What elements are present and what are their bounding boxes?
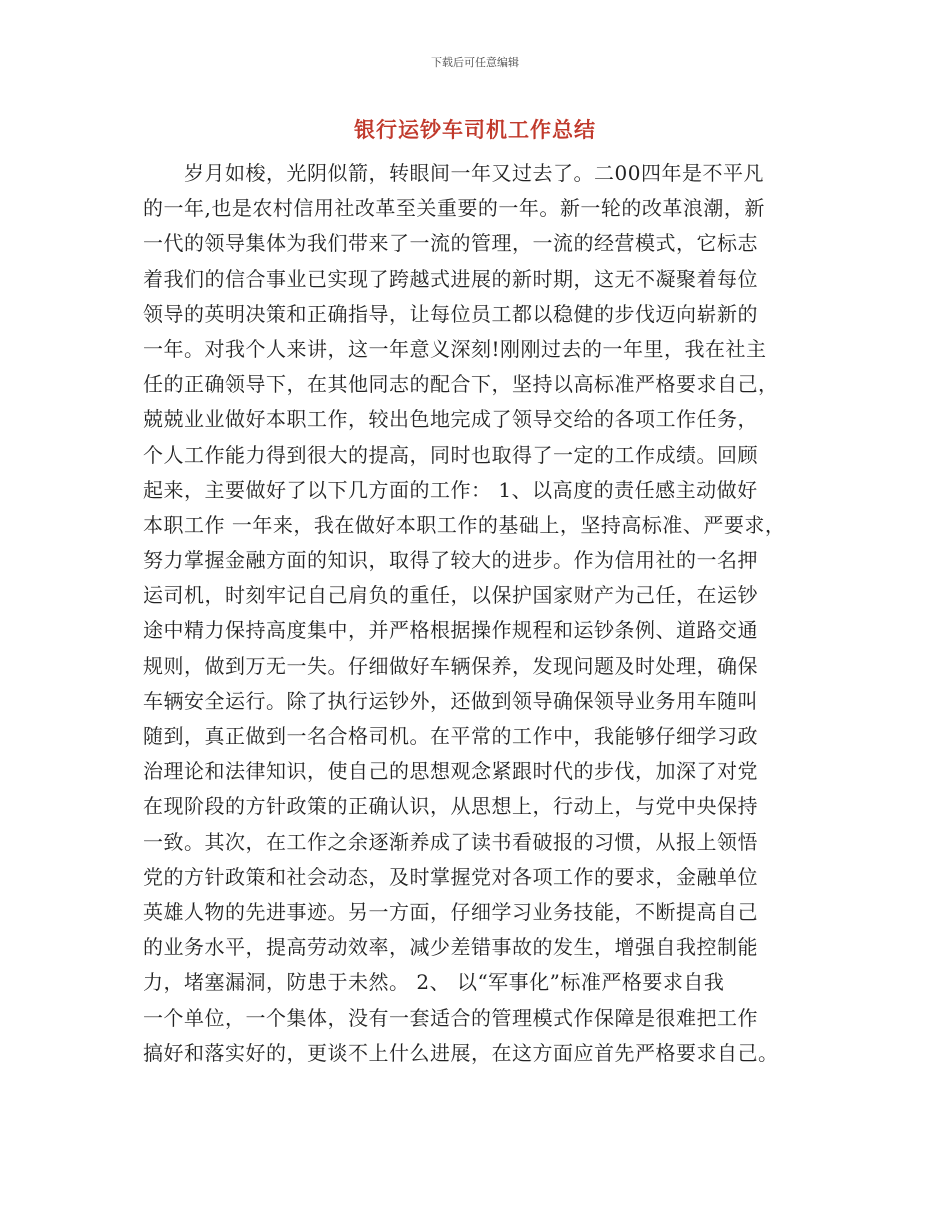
document-title: 银行运钞车司机工作总结	[354, 118, 596, 142]
body-line: 规则，做到万无一失。仔细做好车辆保养，发现问题及时处理，确保	[143, 653, 758, 678]
body-line: 努力掌握金融方面的知识，取得了较大的进步。作为信用社的一名押	[143, 548, 758, 573]
body-line: 一代的领导集体为我们带来了一流的管理，一流的经营模式，它标志	[143, 231, 758, 256]
body-line: 本职工作 一年来，我在做好本职工作的基础上，坚持高标准、严要求，	[143, 512, 786, 537]
body-line: 起来，主要做好了以下几方面的工作： 1、以高度的责任感主动做好	[143, 477, 758, 502]
body-line: 随到，真正做到一名合格司机。在平常的工作中，我能够仔细学习政	[143, 724, 758, 748]
body-line: 英雄人物的先进事迹。另一方面，仔细学习业务技能，不断提高自己	[143, 899, 758, 924]
body-line: 一个单位，一个集体，没有一套适合的管理模式作保障是很难把工作	[143, 1005, 758, 1030]
body-line: 在现阶段的方针政策的正确认识，从思想上，行动上，与党中央保持	[143, 794, 758, 819]
body-line: 一致。其次，在工作之余逐渐养成了读书看破报的习惯，从报上领悟	[143, 829, 758, 854]
body-line: 着我们的信合事业已实现了跨越式进展的新时期，这无不凝聚着每位	[143, 266, 758, 291]
document-body	[143, 156, 823, 1071]
header-note: 下载后可任意编辑	[431, 56, 519, 69]
body-line: 岁月如梭，光阴似箭，转眼间一年又过去了。二00四年是不平凡	[143, 161, 764, 185]
body-line: 运司机，时刻牢记自己肩负的重任，以保护国家财产为己任，在运钞	[143, 583, 758, 608]
body-line: 力，堵塞漏洞，防患于未然。 2、 以“军事化”标准严格要求自我	[143, 970, 725, 995]
body-line: 搞好和落实好的，更谈不上什么进展，在这方面应首先严格要求自己。	[143, 1040, 779, 1065]
body-line: 一年。对我个人来讲，这一年意义深刻!刚刚过去的一年里，我在社主	[143, 336, 767, 361]
body-line: 兢兢业业做好本职工作，较出色地完成了领导交给的各项工作任务，	[143, 407, 758, 432]
body-line: 的业务水平，提高劳动效率，减少差错事故的发生，增强自我控制能	[143, 935, 758, 960]
body-line: 个人工作能力得到很大的提高，同时也取得了一定的工作成绩。回顾	[143, 442, 758, 467]
body-line: 党的方针政策和社会动态，及时掌握党对各项工作的要求，金融单位	[143, 864, 758, 889]
body-line: 途中精力保持高度集中，并严格根据操作规程和运钞条例、道路交通	[143, 618, 758, 643]
body-line: 任的正确领导下，在其他同志的配合下，坚持以高标准严格要求自己，	[143, 372, 779, 397]
body-line: 车辆安全运行。除了执行运钞外，还做到领导确保领导业务用车随叫	[143, 688, 758, 713]
body-line: 的一年,也是农村信用社改革至关重要的一年。新一轮的改革浪潮，新	[143, 196, 765, 221]
body-line: 治理论和法律知识，使自己的思想观念紧跟时代的步伐，加深了对党	[143, 759, 758, 784]
body-line: 领导的英明决策和正确指导，让每位员工都以稳健的步伐迈向崭新的	[143, 301, 758, 326]
